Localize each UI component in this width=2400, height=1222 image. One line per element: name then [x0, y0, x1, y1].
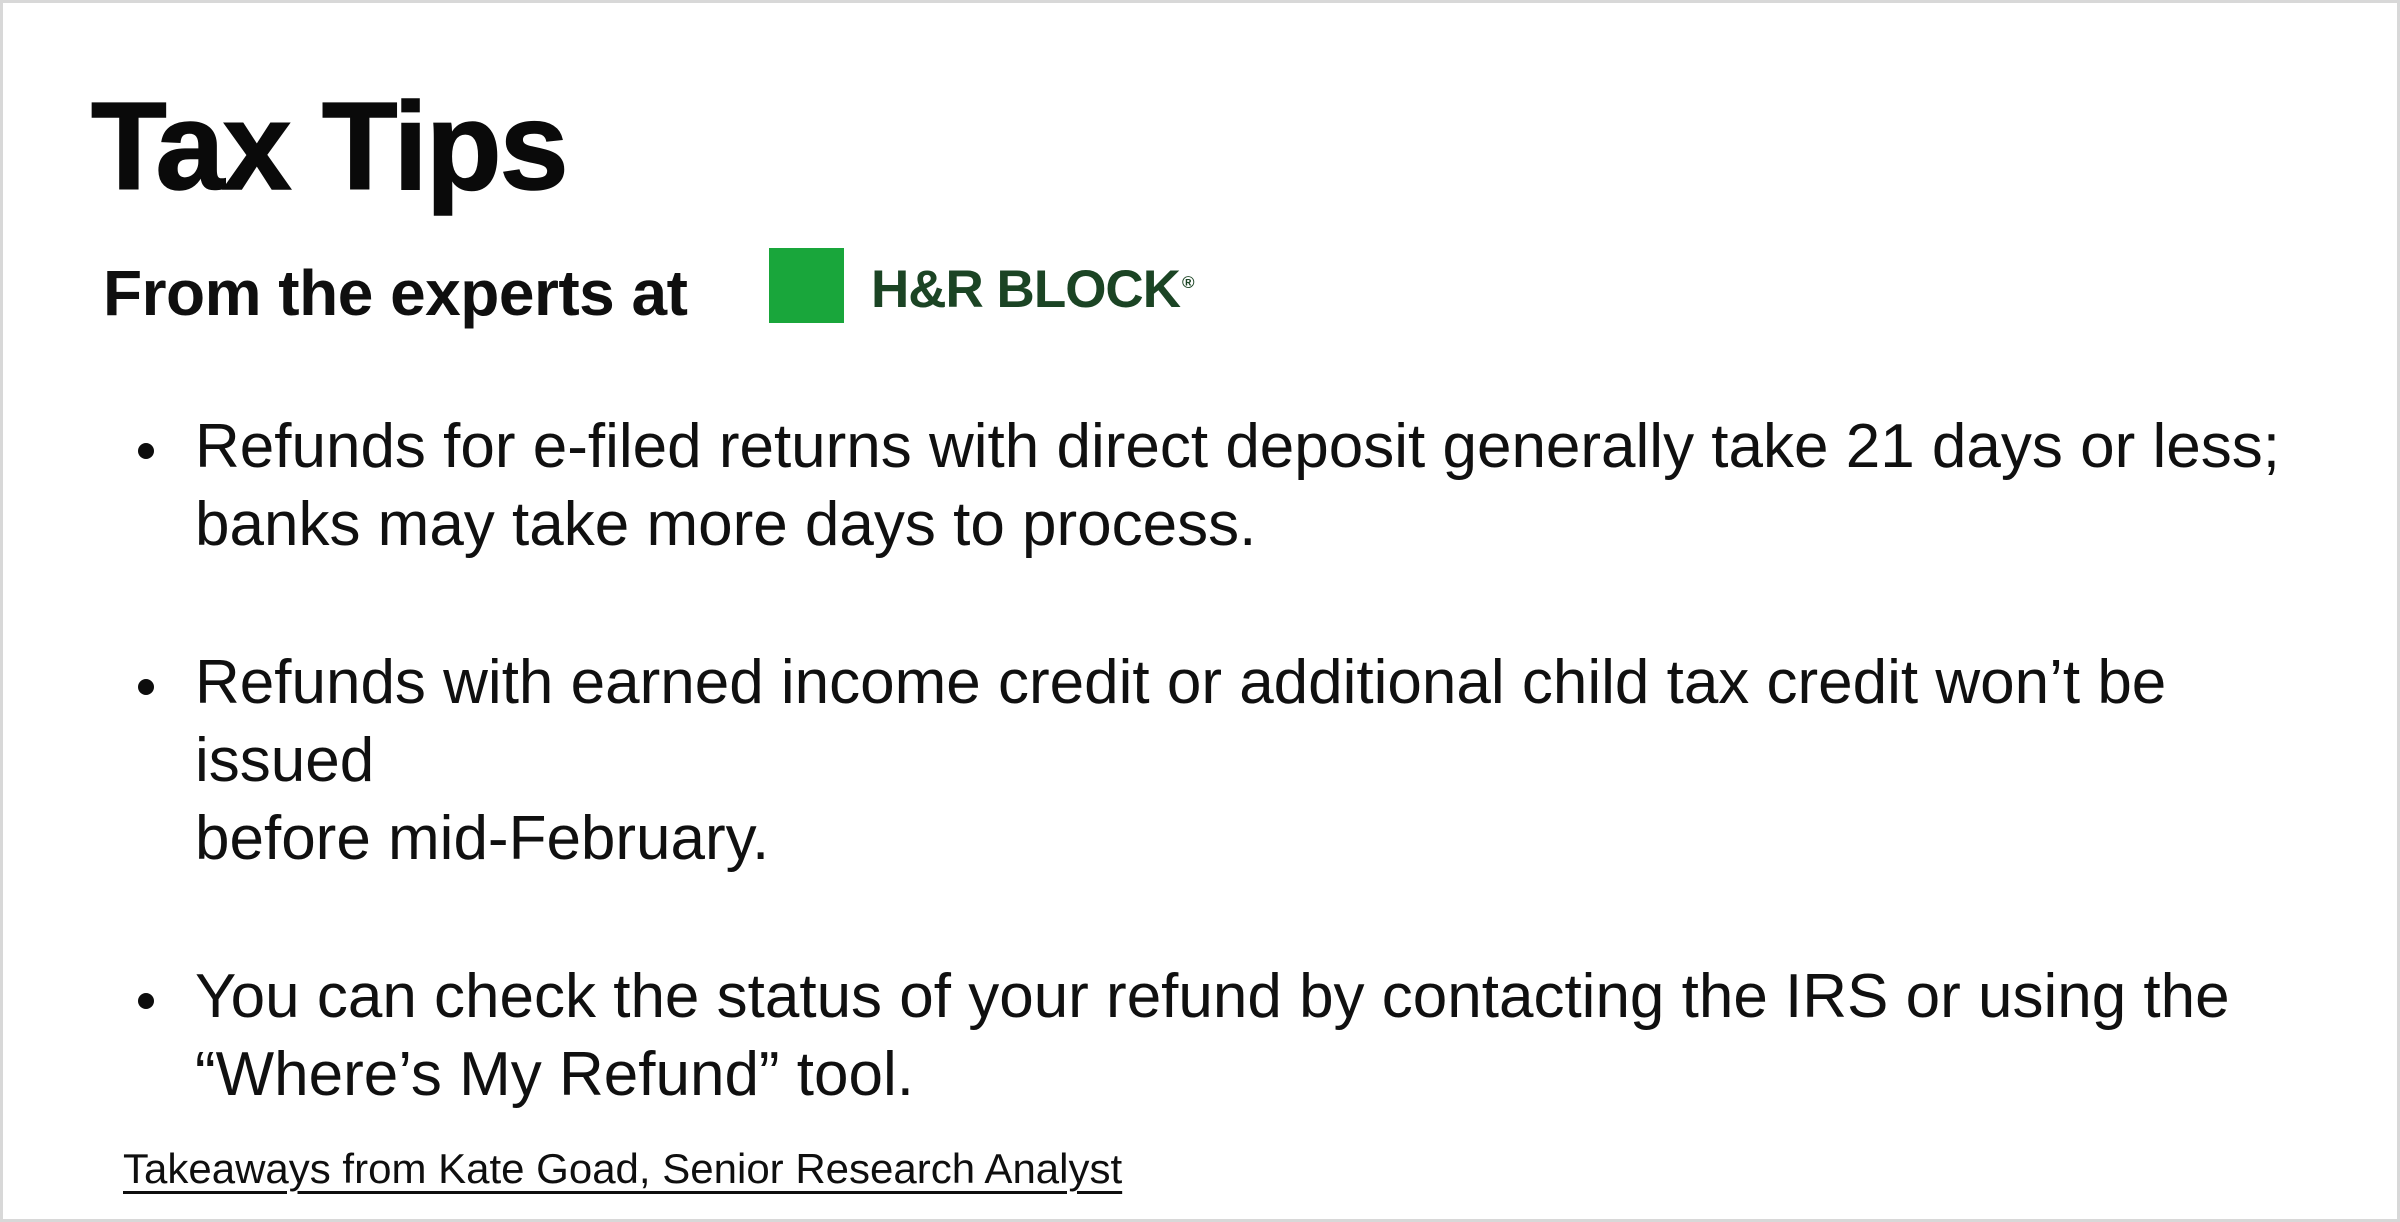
- tip-line: before mid-February.: [195, 804, 770, 873]
- tip-line: banks may take more days to process.: [195, 490, 1257, 559]
- tip-line: Refunds with earned income credit or additional child tax credit won’t be issued: [195, 648, 2167, 795]
- bullet-icon: [138, 443, 154, 459]
- attribution-link[interactable]: Takeaways from Kate Goad, Senior Research Analyst: [123, 1145, 1123, 1192]
- bullet-icon: [138, 679, 154, 695]
- tip-line: You can check the status of your refund by contacting the IRS or using the: [195, 962, 2230, 1031]
- tip-line: “Where’s My Refund” tool.: [195, 1040, 914, 1109]
- tip-line: Refunds for e-filed returns with direct deposit generally take 21 days or less;: [195, 412, 2280, 481]
- hr-block-logo-square-icon: [769, 248, 844, 323]
- list-item: [136, 644, 2358, 878]
- page-title: Tax Tips: [91, 78, 567, 216]
- subtitle-row: [103, 246, 1503, 329]
- hr-block-wordmark: [871, 259, 1195, 320]
- list-item: [136, 408, 2358, 564]
- list-item: [136, 958, 2358, 1114]
- registered-trademark-icon: ®: [1181, 273, 1195, 293]
- hr-block-wordmark-text: H&R BLOCK: [871, 260, 1180, 319]
- subtitle-text: From the experts at: [103, 257, 688, 329]
- tips-list: [136, 408, 2358, 1194]
- bullet-icon: [138, 993, 154, 1009]
